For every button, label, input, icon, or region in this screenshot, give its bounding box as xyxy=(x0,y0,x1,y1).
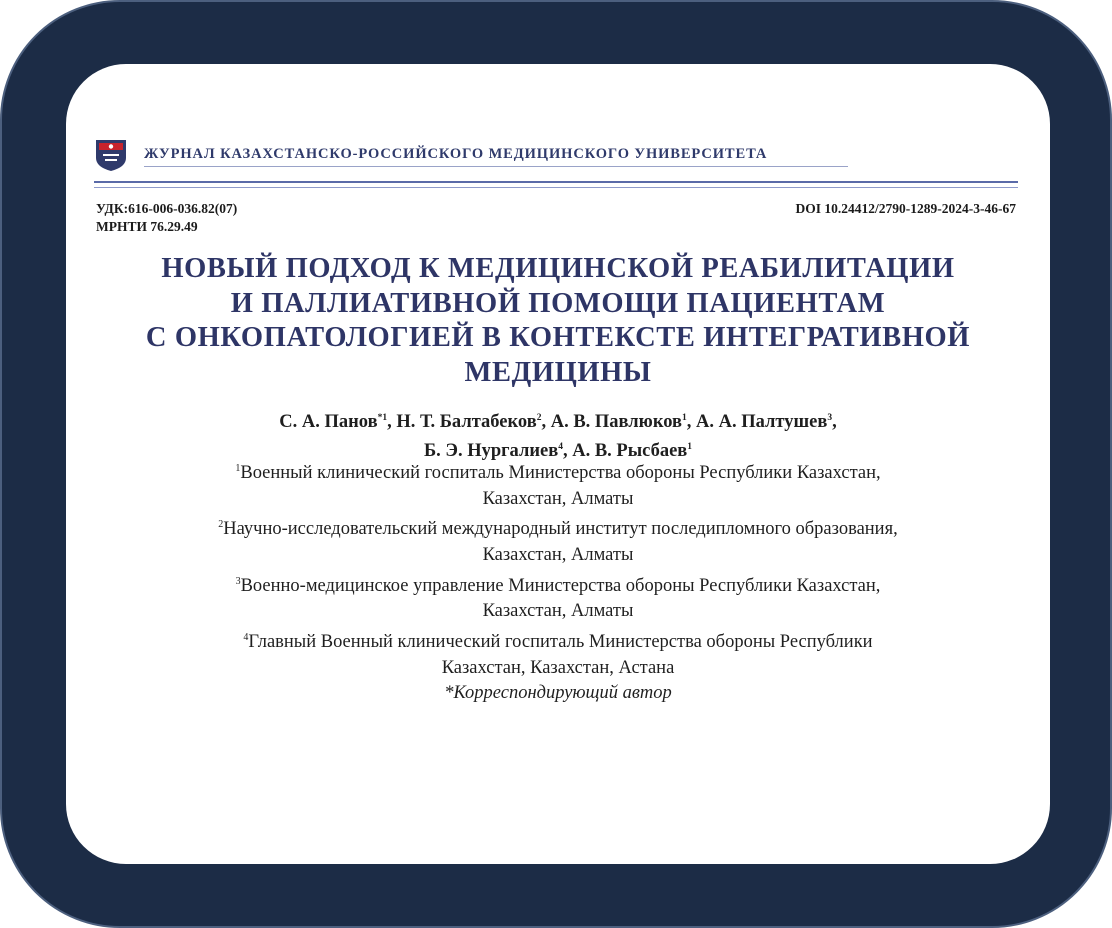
affiliation-number: 1 xyxy=(235,463,241,474)
header-rule-thick xyxy=(94,181,1018,183)
header-rule-thin xyxy=(94,187,1018,188)
mrnti-code: МРНТИ 76.29.49 xyxy=(96,219,198,234)
author-name: С. А. Панов xyxy=(279,412,378,433)
document-page xyxy=(66,64,1050,864)
affiliation-line: $^1$Военный клинический госпиталь Министерства обороны Республики Казахстан, xyxy=(235,463,881,484)
author-name: Н. Т. Балтабеков xyxy=(396,412,537,433)
author-affiliation-mark: *1 xyxy=(377,413,388,423)
author-name: А. В. Рысбаев xyxy=(572,441,688,462)
journal-underline xyxy=(144,166,848,167)
author-line: Б. Э. Нургалиев$^4$, А. В. Рысбаев$^1$ xyxy=(423,441,693,462)
article-title xyxy=(66,252,1050,390)
title-line: С ОНКОПАТОЛОГИЕЙ В КОНТЕКСТЕ ИНТЕГРАТИВНОЙ xyxy=(145,322,971,353)
author-name: А. В. Павлюков xyxy=(550,412,683,433)
affiliation-line: $^4$Главный Военный клинический госпиталь Министерства обороны Республики xyxy=(243,632,873,653)
doi: DOI 10.24412/2790-1289-2024-3-46-67 xyxy=(795,201,1016,216)
affiliation-list xyxy=(66,456,1050,707)
author-line: С. А. Панов$^{*1}$, Н. Т. Балтабеков$^2$, А. В. Павлюков$^1$, А. А. Палтушев$^3$, xyxy=(279,412,837,433)
journal-header xyxy=(94,136,1020,172)
affiliation-location: Казахстан, Алматы xyxy=(482,601,634,622)
affiliation-number: 3 xyxy=(235,575,241,587)
affiliation-location: Казахстан, Казахстан, Астана xyxy=(441,657,675,678)
author-affiliation-mark: 3 xyxy=(827,413,833,423)
affiliation-number: 4 xyxy=(243,632,249,644)
title-line: МЕДИЦИНЫ xyxy=(464,356,652,388)
affiliation-line: $^2$Научно-исследовательский международный институт последипломного образования, xyxy=(218,519,898,540)
title-line: И ПАЛЛИАТИВНОЙ ПОМОЩИ ПАЦИЕНТАМ xyxy=(230,287,886,319)
university-logo-icon xyxy=(94,136,128,172)
affiliation-location: Казахстан, Алматы xyxy=(482,545,634,566)
classification-codes xyxy=(96,200,237,236)
author-affiliation-mark: 4 xyxy=(558,442,563,453)
affiliation-number: 2 xyxy=(218,519,224,531)
author-name: А. А. Палтушев xyxy=(696,412,828,433)
title-line: НОВЫЙ ПОДХОД К МЕДИЦИНСКОЙ РЕАБИЛИТАЦИИ xyxy=(161,253,955,284)
udk-code: УДК:616-006-036.82(07) xyxy=(96,201,238,216)
author-affiliation-mark: 2 xyxy=(536,413,542,423)
author-affiliation-mark: 1 xyxy=(687,442,693,453)
author-name: Б. Э. Нургалиев xyxy=(423,441,559,462)
affiliation-location: Казахстан, Алматы xyxy=(482,488,634,509)
corresponding-author-note: *Корреспондирующий автор xyxy=(444,683,672,704)
journal-name: ЖУРНАЛ КАЗАХСТАНСКО-РОССИЙСКОГО МЕДИЦИНСКОГО УНИВЕРСИТЕТА xyxy=(144,146,768,162)
author-affiliation-mark: 1 xyxy=(682,413,687,423)
affiliation-line: $^3$Военно-медицинское управление Министерства обороны Республики Казахстан, xyxy=(235,575,881,596)
